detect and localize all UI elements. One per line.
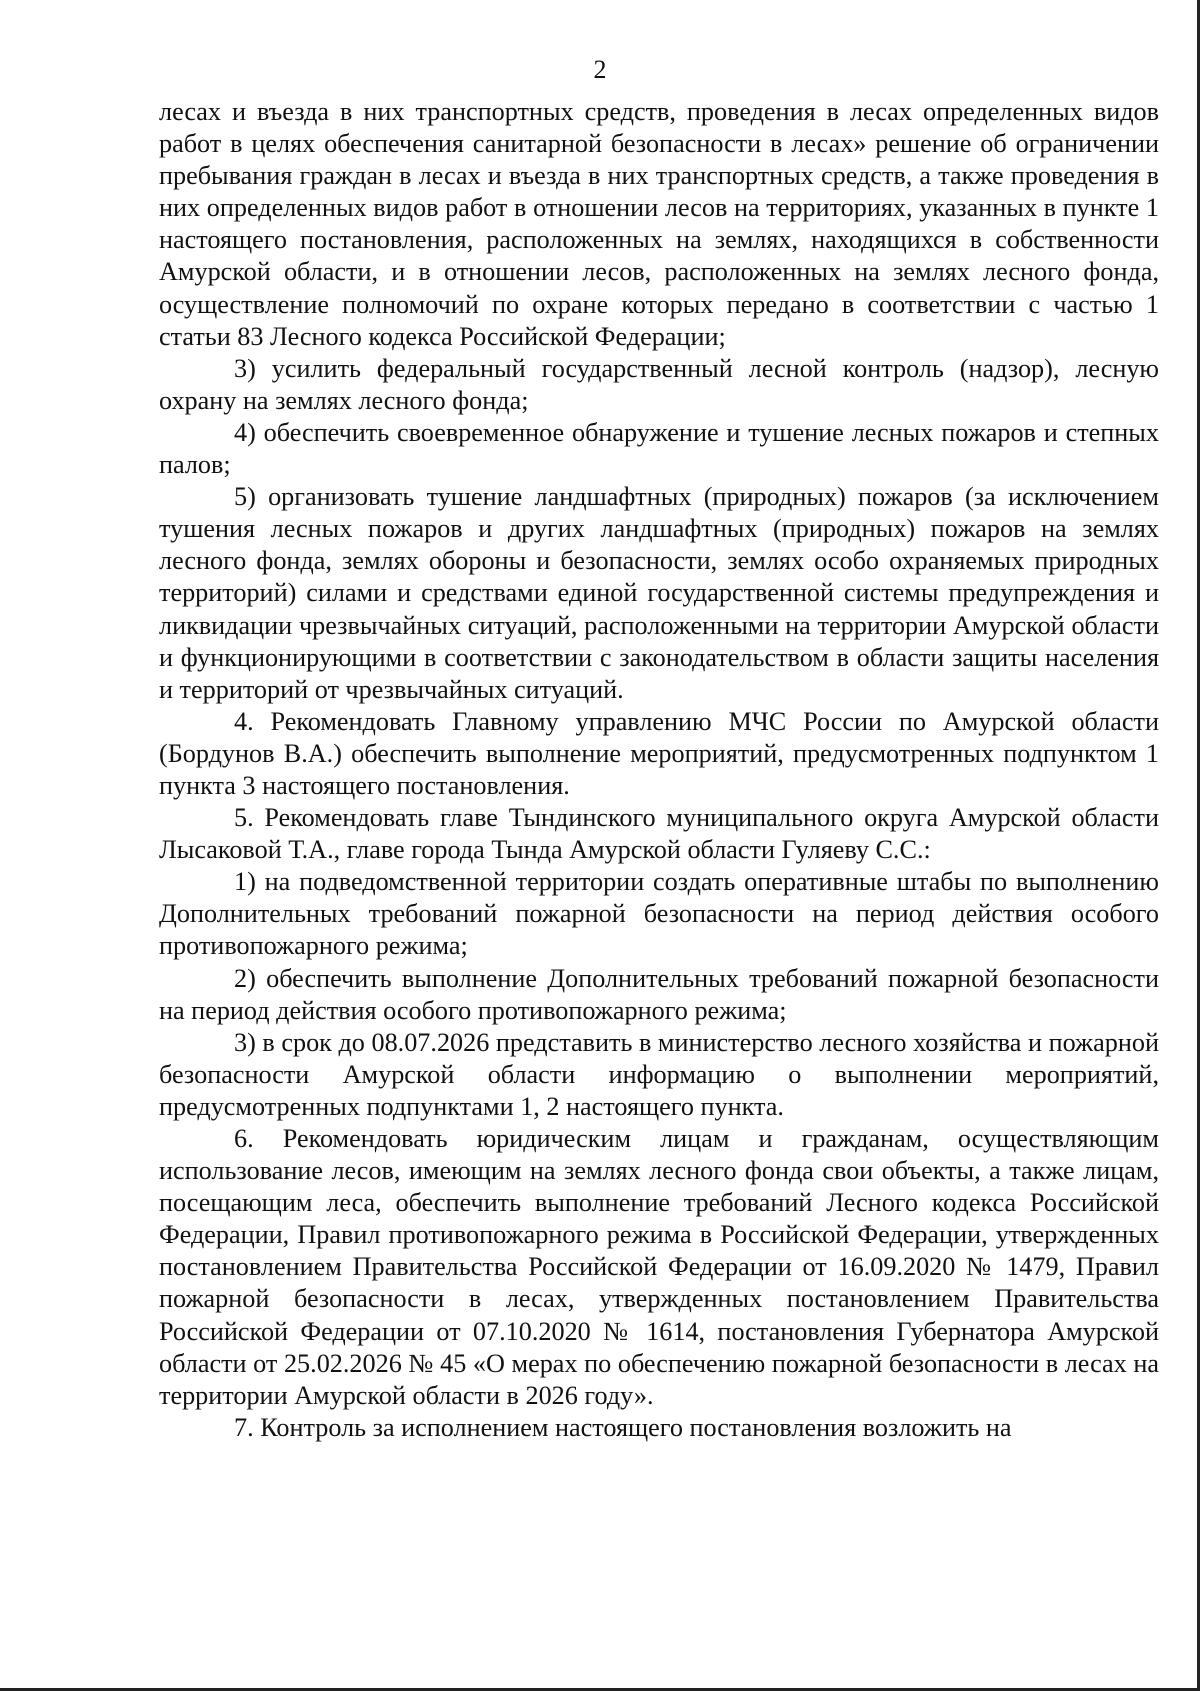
paragraph-item-5-2: 2) обеспечить выполнение Дополнительных требований пожарной безопасности на период действия особого противопожарного режима; [159, 963, 1159, 1025]
paragraph-item-3-3: 3) усилить федеральный государственный лесной контроль (надзор), лесную охрану на землях лесного фонда; [159, 353, 1159, 415]
document-body [159, 96, 1159, 1444]
paragraph-point-5: 5. Рекомендовать главе Тындинского муниципального округа Амурской области Лысаковой Т.А., главе города Тында Амурской области Гуляеву С.С.: [159, 803, 1159, 865]
paragraph-item-5-1: 1) на подведомственной территории создать оперативные штабы по выполнению Дополнительных требований пожарной безопасности на период действия особого противопожарного режима; [159, 867, 1159, 961]
paragraph-item-3-4: 4) обеспечить своевременное обнаружение и тушение лесных пожаров и степных палов; [159, 417, 1159, 480]
paragraph-point-7: 7. Контроль за исполнением настоящего постановления возложить на [234, 1412, 1012, 1442]
paragraph-continuation: лесах и въезда в них транспортных средств, проведения в лесах определенных видов работ в целях обеспечения санитарной безопасности в лесах» решение об ограничении пребывания граждан в лесах и въезда в них транспортных средств, а также проведения в них определенных видов работ в отношении лесов на территориях, указанных в пункте 1 настоящего постановления, расположенных на землях, находящихся в собственности Амурской области, и в отношении лесов, расположенных на землях лесного фонда, осуществление полномочий по охране которых передано в соответствии с частью 1 статьи 83 Лесного кодекса Российской Федерации; [159, 97, 1159, 351]
paragraph-point-6: 6. Рекомендовать юридическим лицам и гражданам, осуществляющим использование лесов, имеющим на землях лесного фонда свои объекты, а также лицам, посещающим леса, обеспечить выполнение требований Лесного кодекса Российской Федерации, Правил противопожарного режима в Российской Федерации, утвержденных постановлением Правительства Российской Федерации от 16.09.2020 № 1479, Правил пожарной безопасности в лесах, утвержденных постановлением Правительства Российской Федерации от 07.10.2020 № 1614, постановления Губернатора Амурской области от 25.02.2026 № 45 «О мерах по обеспечению пожарной безопасности в лесах на территории Амурской области в 2026 году». [159, 1124, 1159, 1410]
paragraph-item-5-3: 3) в срок до 08.07.2026 представить в министерство лесного хозяйства и пожарной безопасности Амурской области информацию о выполнении мероприятий, предусмотренных подпунктами 1, 2 настоящего пункта. [159, 1027, 1159, 1121]
page-number: 2 [593, 55, 607, 84]
paragraph-item-3-5: 5) организовать тушение ландшафтных (природных) пожаров (за исключением тушения лесных пожаров и других ландшафтных (природных) пожаров на землях лесного фонда, землях обороны и безопасности, землях особо охраняемых природных территорий) силами и средствами единой государственной системы предупреждения и ликвидации чрезвычайных ситуаций, расположенными на территории Амурской области и функционирующими в соответствии с законодательством в области защиты населения и территорий от чрезвычайных ситуаций. [159, 482, 1159, 704]
paragraph-point-4: 4. Рекомендовать Главному управлению МЧС России по Амурской области (Бордунов В.А.) обеспечить выполнение мероприятий, предусмотренных подпунктом 1 пункта 3 настоящего постановления. [159, 706, 1159, 800]
